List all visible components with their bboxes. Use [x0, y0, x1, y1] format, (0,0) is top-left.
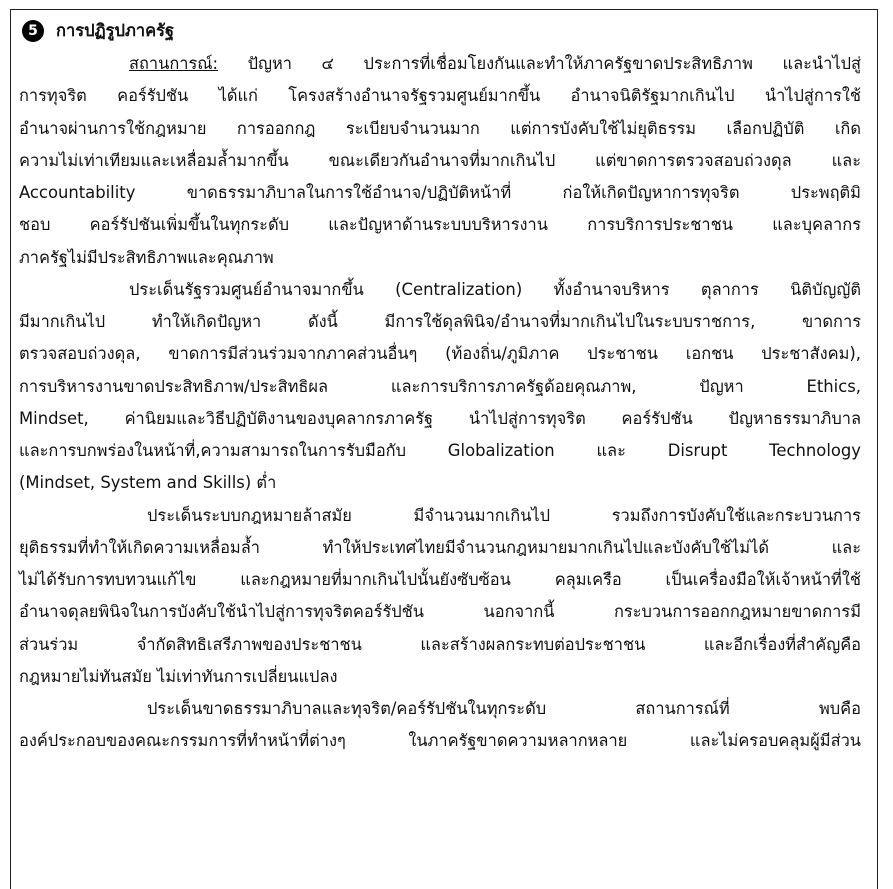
- paragraph-2-line: และการบกพร่องในหน้าที่,ความสามารถในการรับมือกับ Globalization และ Disrupt Technology: [19, 441, 861, 460]
- paragraph-3-line: ไม่ได้รับการทบทวนแก้ไข และกฎหมายที่มากเกินไปนั้นยังซับซ้อน คลุมเครือ เป็นเครื่องมือให้เจ้าหน้าที่ใช้: [19, 570, 861, 589]
- paragraph-3-line: อำนาจดุลยพินิจในการบังคับใช้นำไปสู่การทุจริตคอร์รัปชัน นอกจากนี้ กระบวนการออกกฎหมายขาดการมี: [19, 602, 861, 622]
- paragraph-1-line: ภาครัฐไม่มีประสิทธิภาพและคุณภาพ: [19, 247, 274, 267]
- paragraph-1-line: อำนาจผ่านการใช้กฎหมาย การออกกฎ ระเบียบจำนวนมาก แต่การบังคับใช้ไม่ยุติธรรม เลือกปฏิบัติ เกิด: [19, 118, 861, 138]
- paragraph-2-line: (Mindset, System and Skills) ต่ำ: [19, 473, 277, 493]
- paragraph-2-line: มีมากเกินไป ทำให้เกิดปัญหา ดังนี้ มีการใช้ดุลพินิจ/อำนาจที่มากเกินไปในระบบราชการ, ขาดการ: [19, 312, 861, 331]
- situation-label: สถานการณ์:: [129, 54, 218, 73]
- paragraph-2-line: ตรวจสอบถ่วงดุล, ขาดการมีส่วนร่วมจากภาคส่วนอื่นๆ (ท้องถิ่น/ภูมิภาค ประชาชน เอกชน ประชาสังคม),: [19, 344, 861, 364]
- paragraph-1-line-1: [19, 48, 861, 80]
- paragraph-3-line: ยุติธรรมที่ทำให้เกิดความเหลื่อมล้ำ ทำให้ประเทศไทยมีจำนวนกฎหมายมากเกินไปและบังคับใช้ไม่ได้ และ: [19, 537, 861, 557]
- paragraph-1-first-line-text: ปัญหา ๔ ประการที่เชื่อมโยงกันและทำให้ภาครัฐขาดประสิทธิภาพ และนำไปสู่: [218, 54, 861, 73]
- paragraph-3-line: กฎหมายไม่ทันสมัย ไม่เท่าทันการเปลี่ยนแปลง: [19, 666, 338, 686]
- paragraph-2-line: การบริหารงานขาดประสิทธิภาพ/ประสิทธิผล และการบริการภาครัฐด้อยคุณภาพ, ปัญหา Ethics,: [19, 376, 861, 396]
- paragraph-1-line: การทุจริต คอร์รัปชัน ได้แก่ โครงสร้างอำนาจรัฐรวมศูนย์มากขึ้น อำนาจนิติรัฐมากเกินไป นำไปสู่การใช้: [19, 86, 861, 106]
- section-title: การปฏิรูปภาครัฐ: [56, 21, 175, 40]
- paragraph-1-line: ความไม่เท่าเทียมและเหลื่อมล้ำมากขึ้น ขณะเดียวกันอำนาจที่มากเกินไป แต่ขาดการตรวจสอบถ่วงดุล และ: [19, 150, 861, 170]
- paragraph-4-line: ประเด็นขาดธรรมาภิบาลและทุจริต/คอร์รัปชันในทุกระดับ สถานการณ์ที่ พบคือ: [147, 699, 861, 718]
- paragraph-2-line: ประเด็นรัฐรวมศูนย์อำนาจมากขึ้น (Centralization) ทั้งอำนาจบริหาร ตุลาการ นิติบัญญัติ: [129, 279, 861, 299]
- section-number-badge: 5: [22, 20, 44, 42]
- document-body: [19, 48, 861, 758]
- paragraph-3-line: ส่วนร่วม จำกัดสิทธิเสรีภาพของประชาชน และสร้างผลกระทบต่อประชาชน และอีกเรื่องที่สำคัญคือ: [19, 634, 861, 654]
- paragraph-4-line: องค์ประกอบของคณะกรรมการที่ทำหน้าที่ต่างๆ ในภาครัฐขาดความหลากหลาย และไม่ครอบคลุมผู้มีส่วน: [19, 731, 861, 751]
- paragraph-2-line: Mindset, ค่านิยมและวิธีปฏิบัติงานของบุคลากรภาครัฐ นำไปสู่การทุจริต คอร์รัปชัน ปัญหาธรรมาภิบาล: [19, 408, 861, 428]
- paragraph-3-line: ประเด็นระบบกฎหมายล้าสมัย มีจำนวนมากเกินไป รวมถึงการบังคับใช้และกระบวนการ: [147, 505, 861, 525]
- section-heading: [22, 16, 174, 46]
- paragraph-1-line: Accountability ขาดธรรมาภิบาลในการใช้อำนาจ/ปฏิบัติหน้าที่ ก่อให้เกิดปัญหาการทุจริต ประพฤติมิ: [19, 183, 861, 202]
- paragraph-1-line: ชอบ คอร์รัปชันเพิ่มขึ้นในทุกระดับ และปัญหาด้านระบบบริหารงาน การบริการประชาชน และบุคลากร: [19, 215, 861, 235]
